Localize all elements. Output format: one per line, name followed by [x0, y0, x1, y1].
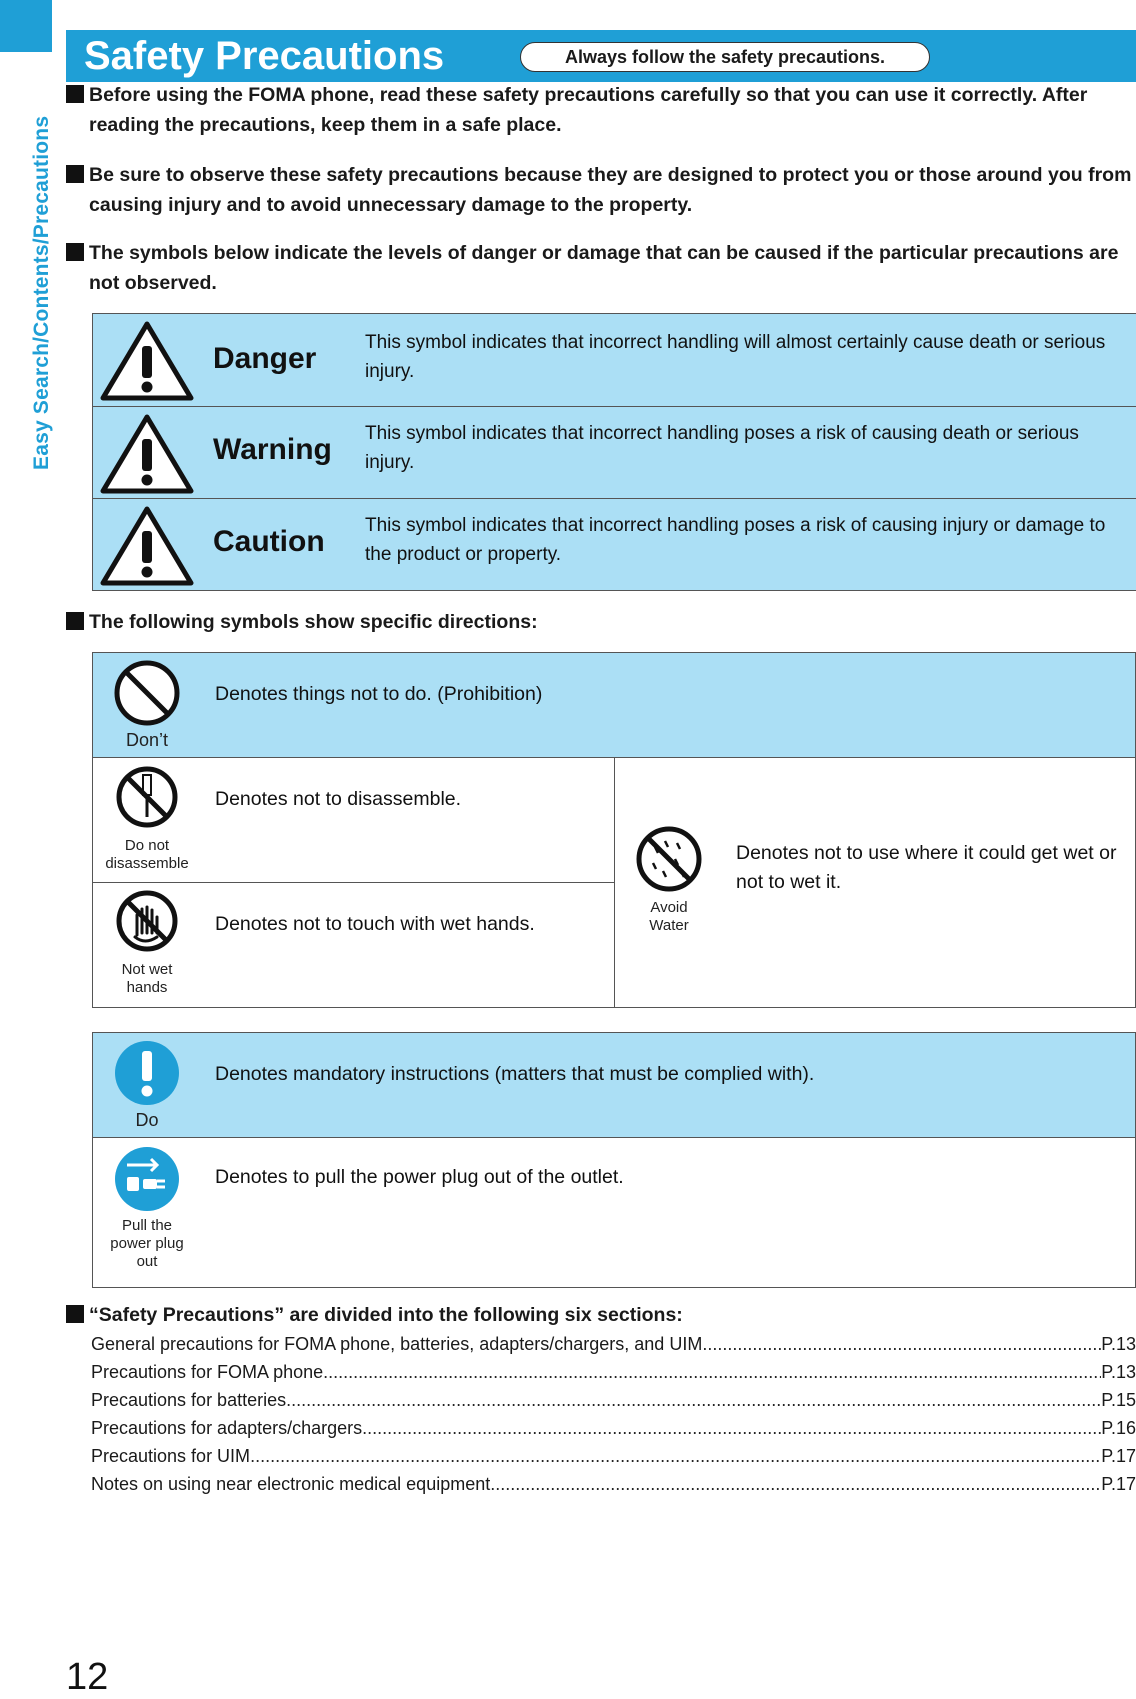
symbol-desc-water: Denotes not to use where it could get wet or not to wet it.	[736, 842, 1117, 893]
mandatory-icon	[113, 1039, 181, 1107]
toc-item[interactable]: Precautions for UIM ..... P.17	[91, 1442, 1136, 1470]
level-row-danger	[93, 314, 1136, 406]
symbol-desc-plug: Denotes to pull the power plug out of the outlet.	[215, 1166, 624, 1188]
mandatory-symbol-table	[92, 1032, 1136, 1288]
avoid-water-icon	[635, 825, 703, 893]
bullet-square	[66, 243, 84, 261]
warning-triangle-icon	[99, 320, 195, 402]
page-number: 12	[66, 1656, 109, 1698]
page-title: Safety Precautions	[84, 34, 445, 78]
directions-heading: The following symbols show specific directions:	[66, 607, 1136, 637]
level-row-warning	[93, 406, 1136, 498]
bullet-square	[66, 165, 84, 183]
toc-item[interactable]: Precautions for FOMA phone ..... P.13	[91, 1358, 1136, 1386]
toc-item[interactable]: Precautions for batteries ..... P.15	[91, 1386, 1136, 1414]
bullet-square	[66, 1305, 84, 1323]
symbol-label-do: Do	[135, 1110, 159, 1130]
symbol-label-water: Avoid Water	[649, 899, 689, 934]
level-name-warning: Warning	[213, 433, 332, 466]
warning-triangle-icon	[99, 413, 195, 495]
intro-paragraph-1: Before using the FOMA phone, read these safety precautions carefully so that you can use it correctly. After reading the precautions, keep them in a safe place.	[66, 80, 1136, 140]
level-name-danger: Danger	[213, 342, 317, 375]
no-wet-hands-icon	[115, 889, 179, 953]
intro-paragraph-2: Be sure to observe these safety precautions because they are designed to protect you or those around you from causing injury and to avoid unnecessary damage to the property.	[66, 160, 1136, 220]
level-name-caution: Caution	[213, 525, 325, 558]
sections-heading: “Safety Precautions” are divided into the following six sections:	[66, 1300, 1136, 1330]
divider	[93, 1137, 1135, 1138]
symbol-desc-dont: Denotes things not to do. (Prohibition)	[215, 683, 543, 705]
symbol-row-do	[93, 1033, 1135, 1137]
symbol-label-disassemble: Do not disassemble	[105, 837, 189, 872]
level-desc-caution: This symbol indicates that incorrect handling poses a risk of causing injury or damage to the product or property.	[365, 515, 1106, 565]
bullet-square	[66, 85, 84, 103]
power-plug-icon	[113, 1145, 181, 1213]
symbol-desc-do: Denotes mandatory instructions (matters that must be complied with).	[215, 1063, 815, 1085]
symbol-desc-wethands: Denotes not to touch with wet hands.	[215, 913, 535, 935]
level-row-caution	[93, 498, 1136, 590]
symbol-label-dont: Don’t	[125, 730, 169, 750]
symbol-label-wethands: Not wet hands	[121, 961, 173, 996]
sidebar-label: Easy Search/Contents/Precautions	[30, 115, 53, 470]
no-disassemble-icon	[115, 765, 179, 829]
level-desc-danger: This symbol indicates that incorrect handling will almost certainly cause death or serious injury.	[365, 332, 1106, 382]
header-badge: Always follow the safety precautions.	[520, 42, 930, 72]
toc-item[interactable]: General precautions for FOMA phone, batteries, adapters/chargers, and UIM ..... P.13	[91, 1330, 1136, 1358]
level-desc-warning: This symbol indicates that incorrect handling poses a risk of causing death or serious injury.	[365, 423, 1079, 473]
toc-item[interactable]: Precautions for adapters/chargers ..... P.16	[91, 1414, 1136, 1442]
divider	[614, 758, 615, 1007]
prohibition-symbol-table	[92, 652, 1136, 1008]
toc-item[interactable]: Notes on using near electronic medical equipment ..... P.17	[91, 1470, 1136, 1498]
symbol-desc-disassemble: Denotes not to disassemble.	[215, 788, 462, 810]
sidebar-tab	[0, 0, 52, 52]
warning-triangle-icon	[99, 505, 195, 587]
prohibition-icon	[113, 659, 181, 727]
bullet-square	[66, 612, 84, 630]
hazard-level-table	[92, 313, 1136, 591]
symbol-label-plug: Pull the power plug out	[110, 1217, 184, 1270]
divider	[93, 882, 614, 883]
symbol-row-dont	[93, 653, 1135, 757]
intro-paragraph-3: The symbols below indicate the levels of danger or damage that can be caused if the particular precautions are not observed.	[66, 238, 1136, 298]
